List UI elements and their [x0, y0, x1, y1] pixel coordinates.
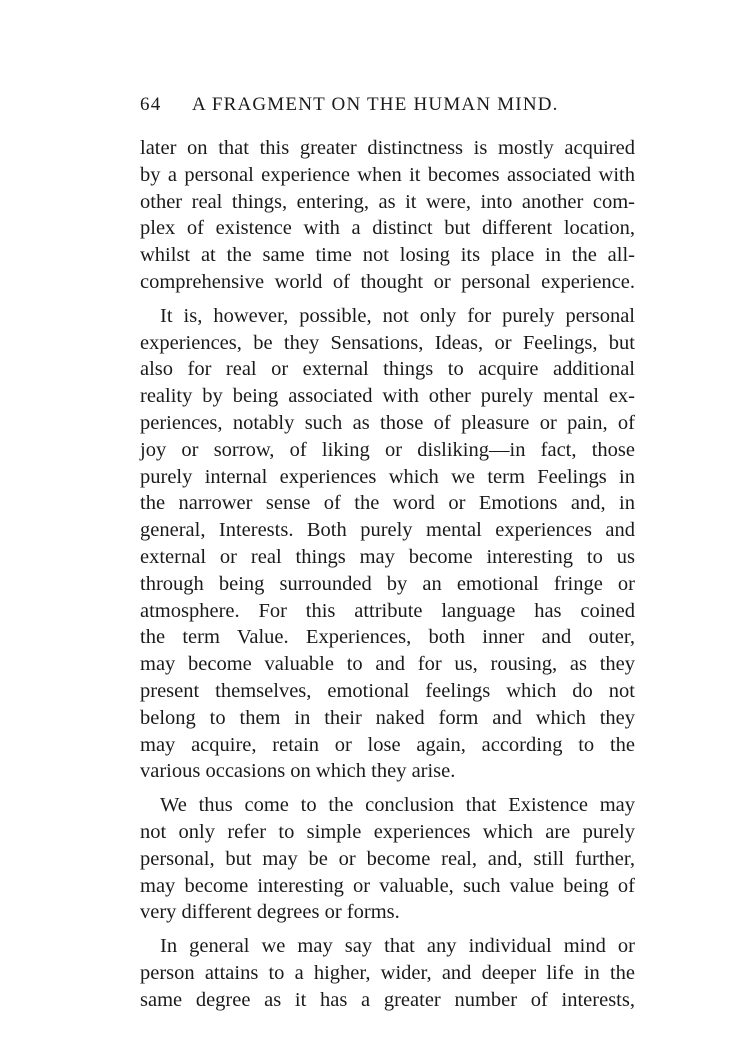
text-line: may become valuable to and for us, rousing, as they: [140, 653, 635, 676]
text-line: general, Interests. Both purely mental experiences and: [140, 519, 635, 542]
paragraph-2: [140, 303, 635, 785]
running-head: [140, 94, 600, 118]
paragraph-4: [140, 933, 635, 1013]
text-line: whilst at the same time not losing its place in the all-: [140, 244, 635, 267]
text-line: present themselves, emotional feelings which do not: [140, 679, 635, 702]
text-line: external or real things may become interesting to us: [140, 545, 635, 568]
text-line: through being surrounded by an emotional fringe or: [140, 572, 635, 595]
text-line: atmosphere. For this attribute language has coined: [140, 599, 635, 622]
text-line: very different degrees or forms.: [140, 901, 400, 924]
text-line: later on that this greater distinctness is mostly acquired: [140, 137, 635, 159]
page-number: 64: [140, 94, 162, 115]
text-line: reality by being associated with other purely mental ex-: [140, 385, 635, 408]
text-line: joy or sorrow, of liking or disliking—in fact, those: [140, 438, 635, 461]
text-line: not only refer to simple experiences which are purely: [140, 820, 635, 843]
text-line: We thus come to the conclusion that Existence may: [160, 794, 635, 817]
text-line: experiences, be they Sensations, Ideas, or Feelings, but: [140, 331, 635, 354]
text-line: various occasions on which they arise.: [140, 760, 456, 783]
paragraph-1: [140, 135, 635, 296]
text-line: person attains to a higher, wider, and deeper life in the: [140, 961, 635, 984]
body-text: [140, 135, 635, 1014]
text-line: In general we may say that any individual mind or: [160, 935, 635, 958]
text-line: belong to them in their naked form and which they: [140, 706, 635, 729]
running-title: A FRAGMENT ON THE HUMAN MIND.: [192, 94, 559, 115]
paragraph-3: [140, 792, 635, 926]
text-line: personal, but may be or become real, and, still further,: [140, 847, 635, 870]
text-line: purely internal experiences which we term Feelings in: [140, 465, 635, 488]
text-line: may acquire, retain or lose again, according to the: [140, 733, 635, 756]
text-line: periences, notably such as those of pleasure or pain, of: [140, 411, 635, 434]
text-line: the term Value. Experiences, both inner and outer,: [140, 626, 635, 649]
text-line: plex of existence with a distinct but different location,: [140, 217, 635, 240]
text-line: It is, however, possible, not only for purely personal: [160, 304, 635, 327]
text-line: comprehensive world of thought or personal experience.: [140, 270, 635, 293]
text-line: may become interesting or valuable, such value being of: [140, 874, 635, 897]
text-line: other real things, entering, as it were, into another com-: [140, 190, 635, 213]
text-line: same degree as it has a greater number of interests,: [140, 988, 635, 1011]
text-line: by a personal experience when it becomes associated with: [140, 163, 635, 186]
text-line: the narrower sense of the word or Emotions and, in: [140, 492, 635, 515]
text-line: also for real or external things to acquire additional: [140, 358, 635, 381]
